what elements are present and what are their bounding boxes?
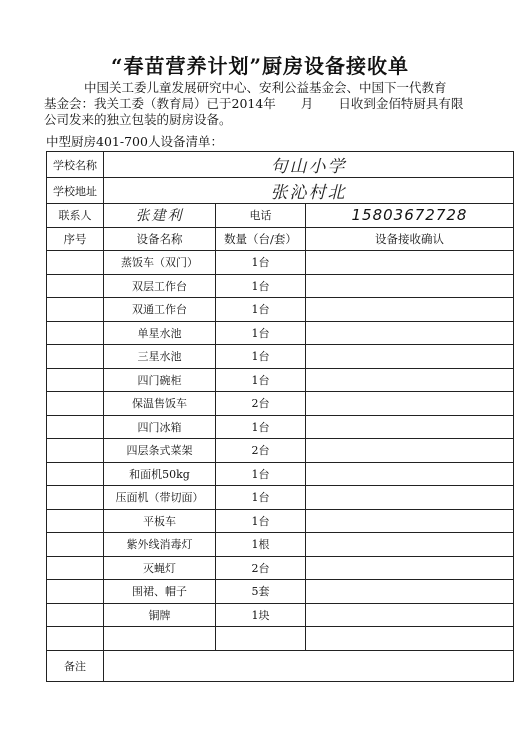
- remark-label: 备注: [47, 650, 104, 681]
- school-address-value: [104, 178, 514, 204]
- row-no: [47, 274, 104, 298]
- row-confirmation: [306, 298, 514, 322]
- row-quantity: 1块: [216, 603, 306, 627]
- row-quantity: 1台: [216, 298, 306, 322]
- intro-line-1: 中国关工委儿童发展研究中心、安利公益基金会、中国下一代教育: [84, 80, 447, 95]
- row-quantity: 1台: [216, 509, 306, 533]
- contact-value: [104, 204, 216, 228]
- equipment-list-title: 中型厨房401-700人设备清单：: [46, 134, 223, 149]
- row-equipment-name: 蒸饭车（双门）: [104, 251, 216, 275]
- row-quantity: [216, 627, 306, 651]
- row-no: [47, 392, 104, 416]
- row-quantity: 1台: [216, 486, 306, 510]
- school-name-label: 学校名称: [47, 152, 104, 178]
- table-row: [47, 298, 514, 322]
- table-row: [47, 345, 514, 369]
- phone-label: 电话: [216, 204, 306, 228]
- row-equipment-name: 双层工作台: [104, 274, 216, 298]
- school-address-row: [47, 178, 514, 204]
- row-quantity: 1台: [216, 251, 306, 275]
- row-confirmation: [306, 251, 514, 275]
- equipment-rows: [47, 251, 514, 651]
- row-no: [47, 415, 104, 439]
- row-equipment-name: 压面机（带切面）: [104, 486, 216, 510]
- row-no: [47, 321, 104, 345]
- header-confirm: 设备接收确认: [306, 227, 514, 251]
- row-equipment-name: 三星水池: [104, 345, 216, 369]
- row-confirmation: [306, 392, 514, 416]
- school-name-value: [104, 152, 514, 178]
- table-row: [47, 439, 514, 463]
- intro-line-2: 基金会：我关工委（教育局）已于2014年 月 日收到金佰特厨具有限: [44, 96, 464, 111]
- table-row: [47, 368, 514, 392]
- table-row: [47, 462, 514, 486]
- row-no: [47, 251, 104, 275]
- row-no: [47, 368, 104, 392]
- header-qty: 数量（台/套）: [216, 227, 306, 251]
- row-confirmation: [306, 533, 514, 557]
- row-no: [47, 509, 104, 533]
- row-confirmation: [306, 368, 514, 392]
- row-quantity: 1台: [216, 274, 306, 298]
- row-equipment-name: 平板车: [104, 509, 216, 533]
- row-confirmation: [306, 415, 514, 439]
- row-quantity: 1台: [216, 368, 306, 392]
- row-confirmation: [306, 274, 514, 298]
- row-equipment-name: 四层条式菜架: [104, 439, 216, 463]
- table-header-row: [47, 227, 514, 251]
- contact-label: 联系人: [47, 204, 104, 228]
- header-no: 序号: [47, 227, 104, 251]
- equipment-table: [46, 151, 514, 682]
- row-no: [47, 556, 104, 580]
- row-quantity: 2台: [216, 439, 306, 463]
- row-equipment-name: 和面机50kg: [104, 462, 216, 486]
- table-row: [47, 603, 514, 627]
- row-confirmation: [306, 462, 514, 486]
- table-row: [47, 580, 514, 604]
- phone-value: [306, 204, 514, 228]
- row-no: [47, 462, 104, 486]
- table-row: [47, 321, 514, 345]
- row-equipment-name: 灭蝇灯: [104, 556, 216, 580]
- row-confirmation: [306, 603, 514, 627]
- school-address-handwriting: 张沁村北: [270, 183, 347, 203]
- row-equipment-name: 四门碗柜: [104, 368, 216, 392]
- row-confirmation: [306, 486, 514, 510]
- school-address-label: 学校地址: [47, 178, 104, 204]
- row-confirmation: [306, 439, 514, 463]
- row-equipment-name: 四门冰箱: [104, 415, 216, 439]
- row-confirmation: [306, 345, 514, 369]
- row-equipment-name: 围裙、帽子: [104, 580, 216, 604]
- table-row: [47, 415, 514, 439]
- school-name-row: [47, 152, 514, 178]
- table-row: [47, 533, 514, 557]
- row-no: [47, 298, 104, 322]
- row-equipment-name: [104, 627, 216, 651]
- table-row: [47, 251, 514, 275]
- row-no: [47, 627, 104, 651]
- intro-paragraph: [44, 80, 484, 128]
- row-confirmation: [306, 321, 514, 345]
- table-row: [47, 556, 514, 580]
- intro-line-3: 公司发来的独立包装的厨房设备。: [44, 112, 232, 127]
- row-confirmation: [306, 556, 514, 580]
- row-equipment-name: 铜牌: [104, 603, 216, 627]
- row-quantity: 1根: [216, 533, 306, 557]
- school-name-handwriting: 句山小学: [270, 157, 347, 177]
- row-quantity: 1台: [216, 415, 306, 439]
- table-row: [47, 627, 514, 651]
- row-no: [47, 345, 104, 369]
- row-equipment-name: 保温售饭车: [104, 392, 216, 416]
- row-quantity: 1台: [216, 345, 306, 369]
- phone-handwriting: 15803672728: [351, 206, 468, 225]
- contact-row: [47, 204, 514, 228]
- row-no: [47, 533, 104, 557]
- table-row: [47, 274, 514, 298]
- row-no: [47, 603, 104, 627]
- table-row: [47, 392, 514, 416]
- row-quantity: 2台: [216, 556, 306, 580]
- row-equipment-name: 单星水池: [104, 321, 216, 345]
- table-row: [47, 509, 514, 533]
- row-confirmation: [306, 509, 514, 533]
- row-confirmation: [306, 580, 514, 604]
- remark-value: [104, 650, 514, 681]
- row-quantity: 5套: [216, 580, 306, 604]
- row-equipment-name: 双通工作台: [104, 298, 216, 322]
- row-quantity: 1台: [216, 321, 306, 345]
- row-no: [47, 439, 104, 463]
- remark-row: [47, 650, 514, 681]
- document-title: “春苗营养计划”厨房设备接收单: [110, 54, 409, 78]
- row-no: [47, 580, 104, 604]
- row-quantity: 1台: [216, 462, 306, 486]
- table-row: [47, 486, 514, 510]
- row-confirmation: [306, 627, 514, 651]
- header-name: 设备名称: [104, 227, 216, 251]
- row-equipment-name: 紫外线消毒灯: [104, 533, 216, 557]
- contact-handwriting: 张建利: [135, 208, 184, 225]
- row-no: [47, 486, 104, 510]
- row-quantity: 2台: [216, 392, 306, 416]
